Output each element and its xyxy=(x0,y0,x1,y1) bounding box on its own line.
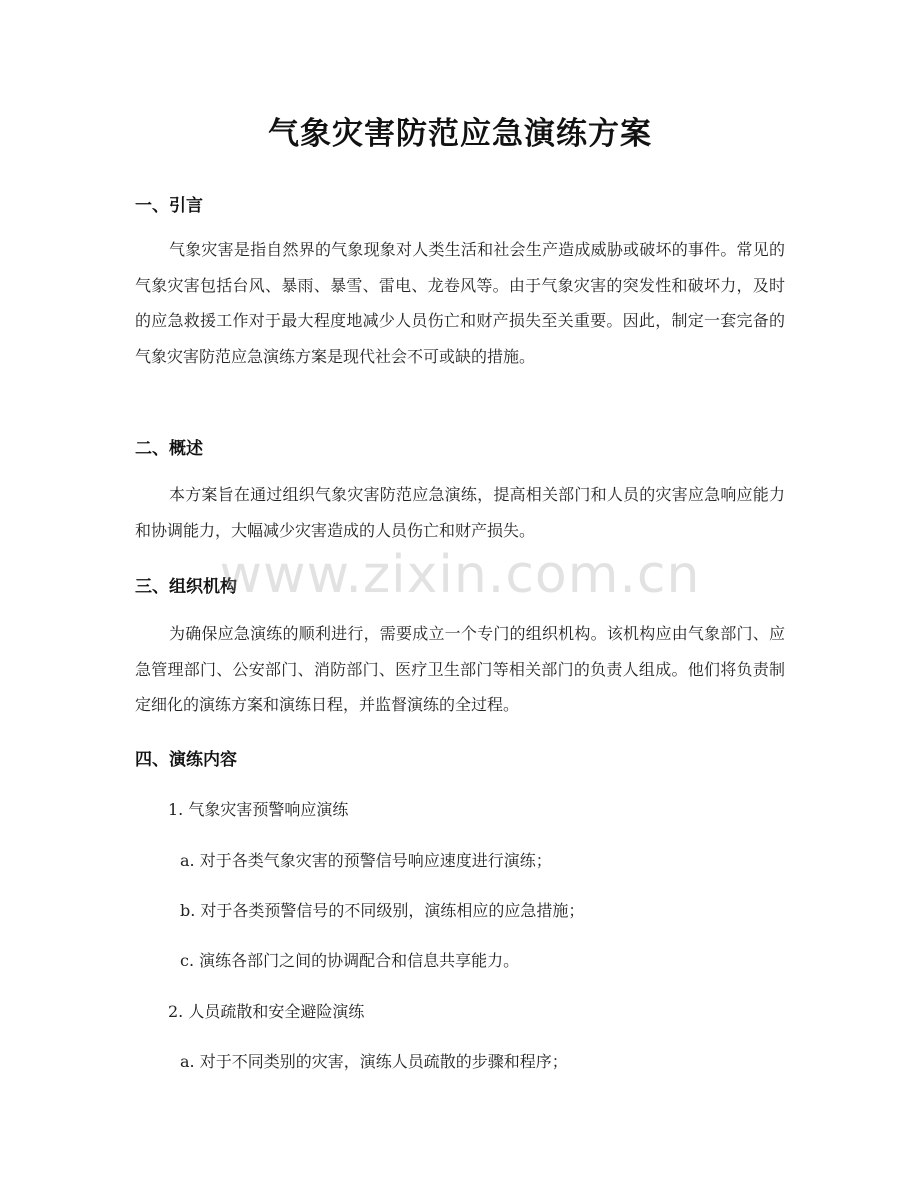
list-subitem: a. 对于不同类别的灾害，演练人员疏散的步骤和程序； xyxy=(180,1052,568,1071)
list-subitem: c. 演练各部门之间的协调配合和信息共享能力。 xyxy=(180,951,520,970)
document-title: 气象灾害防范应急演练方案 xyxy=(268,116,652,152)
section-heading-introduction: 一、引言 xyxy=(135,196,203,216)
section-heading-drill-content: 四、演练内容 xyxy=(135,750,237,770)
watermark: www.zixin.com.cn xyxy=(219,545,701,605)
section-heading-organization: 三、组织机构 xyxy=(135,577,237,597)
section-heading-overview: 二、概述 xyxy=(135,439,203,459)
section-paragraph-introduction: 气象灾害是指自然界的气象现象对人类生活和社会生产造成威胁或破坏的事件。常见的气象灾害包括台风、暴雨、暴雪、雷电、龙卷风等。由于气象灾害的突发性和破坏力，及时的应急救援工作对于最大程度地减少人员伤亡和财产损失至关重要。因此，制定一套完备的气象灾害防范应急演练方案是现代社会不可或缺的措施。 xyxy=(135,240,785,366)
list-item: 1. 气象灾害预警响应演练 xyxy=(168,800,349,819)
list-subitem: a. 对于各类气象灾害的预警信号响应速度进行演练； xyxy=(180,851,552,870)
section-paragraph-overview: 本方案旨在通过组织气象灾害防范应急演练，提高相关部门和人员的灾害应急响应能力和协调能力，大幅减少灾害造成的人员伤亡和财产损失。 xyxy=(135,485,785,540)
list-item: 2. 人员疏散和安全避险演练 xyxy=(168,1002,365,1021)
section-paragraph-organization: 为确保应急演练的顺利进行，需要成立一个专门的组织机构。该机构应由气象部门、应急管理部门、公安部门、消防部门、医疗卫生部门等相关部门的负责人组成。他们将负责制定细化的演练方案和演练日程，并监督演练的全过程。 xyxy=(135,624,785,714)
list-subitem: b. 对于各类预警信号的不同级别，演练相应的应急措施； xyxy=(180,901,585,920)
